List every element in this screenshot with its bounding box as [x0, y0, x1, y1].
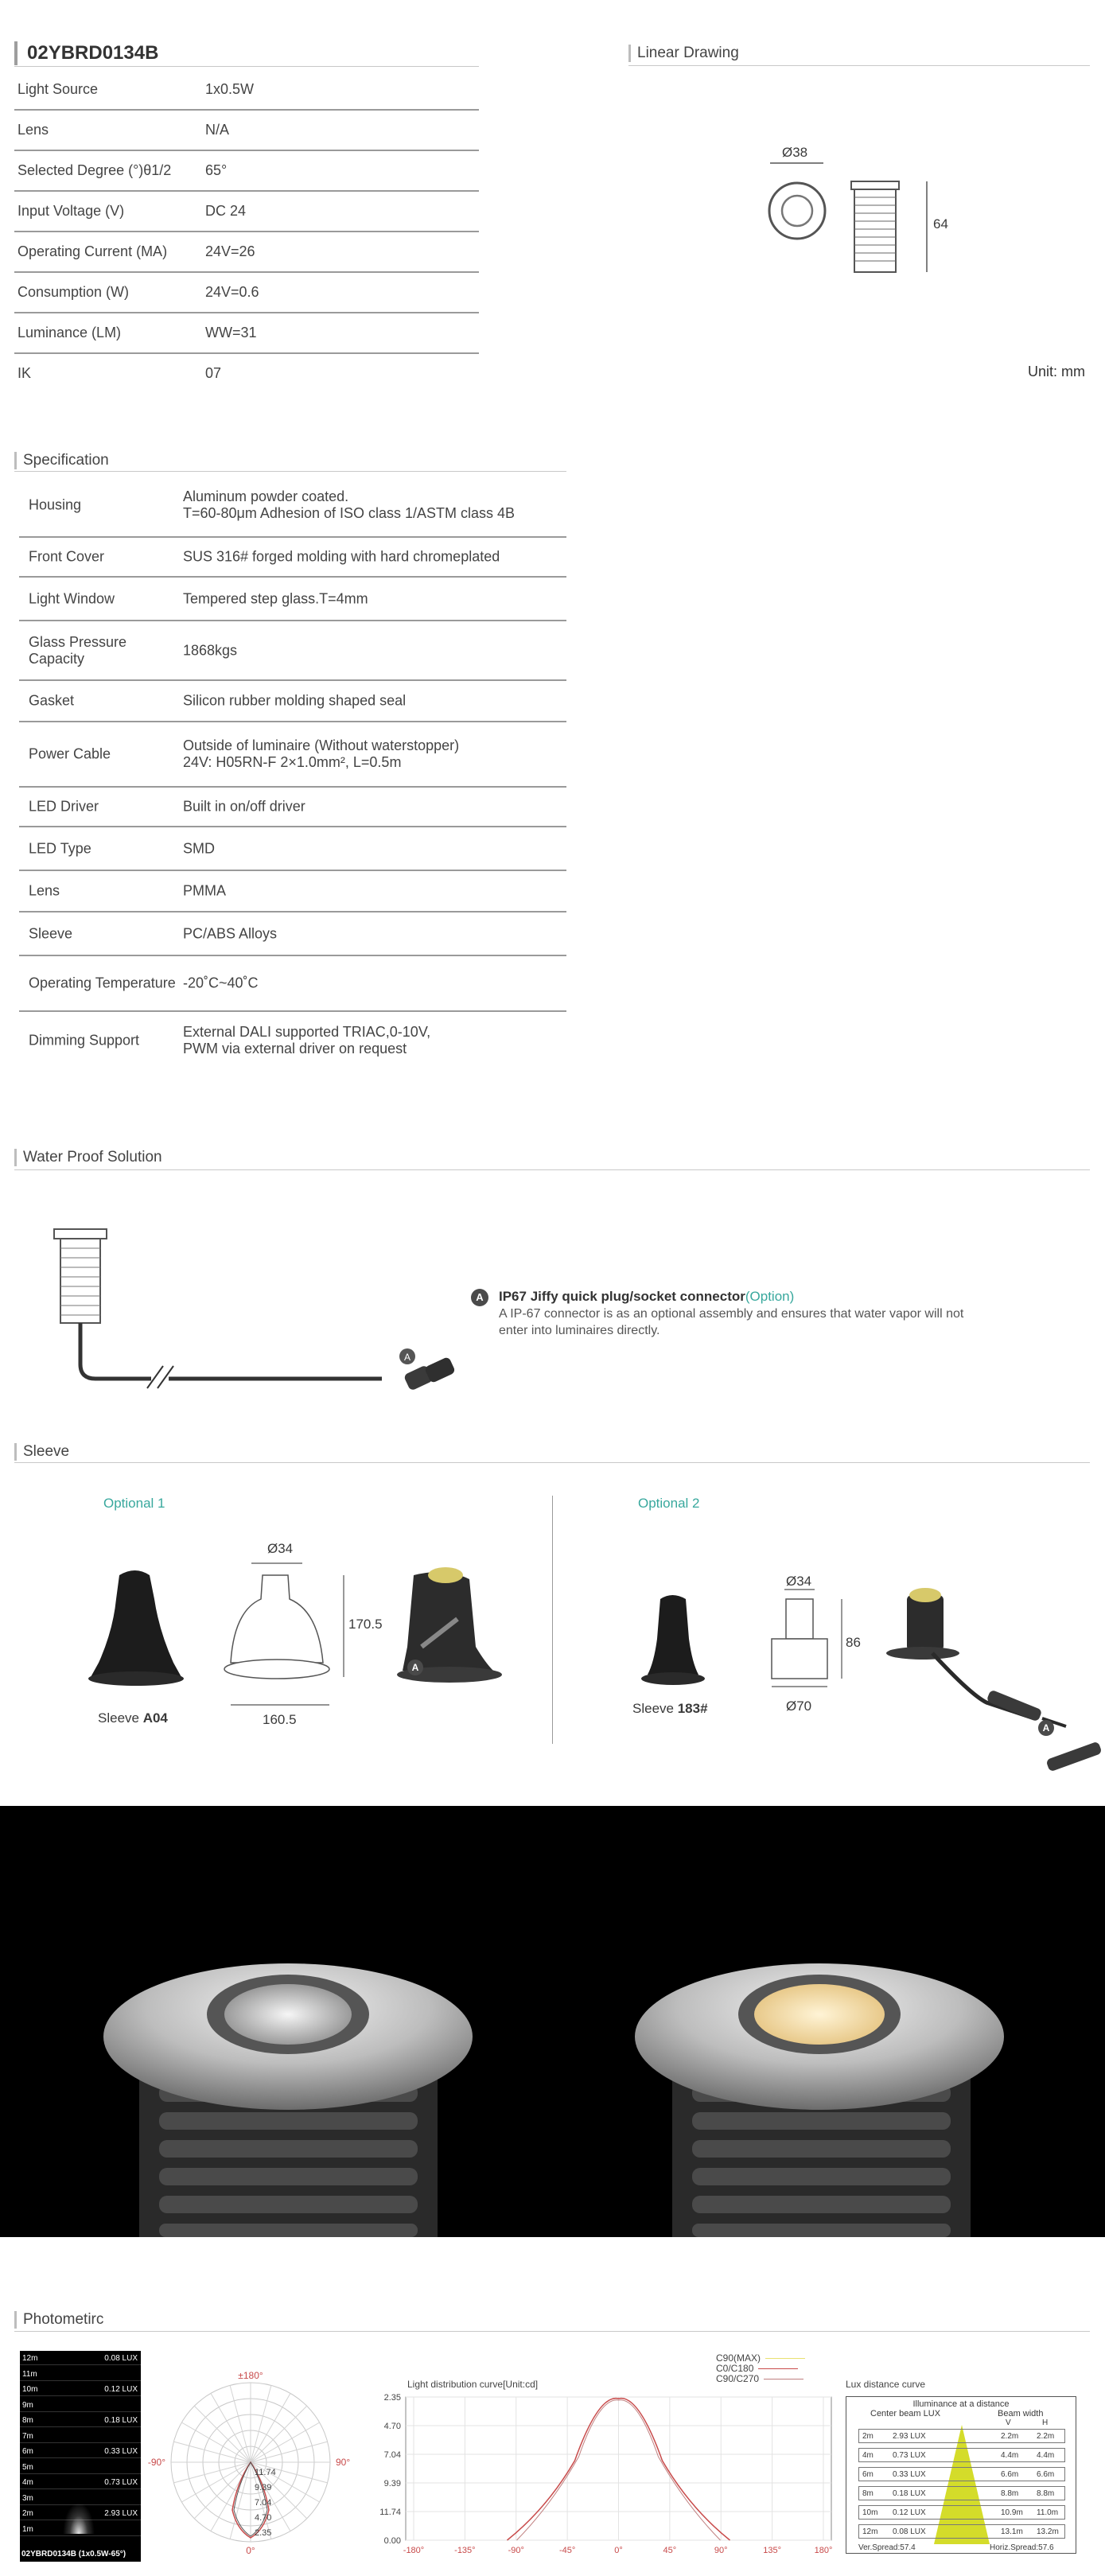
spec-key: Selected Degree (°)θ1/2	[18, 162, 172, 178]
specification-key: Gasket	[29, 692, 75, 709]
legend-swatch	[765, 2358, 805, 2359]
sleeve-183-drawing-base	[772, 1639, 827, 1679]
row-lux: 0.73 LUX	[893, 2451, 926, 2460]
specification-row	[19, 578, 566, 621]
polar-ring-label: 2.35	[255, 2528, 272, 2538]
polar-top-label: ±180°	[238, 2370, 263, 2381]
x-tick-label: 90°	[714, 2546, 728, 2555]
specification-key: LED Driver	[29, 798, 99, 815]
legend-item	[716, 2374, 805, 2384]
spec-value: DC 24	[205, 203, 247, 219]
spec-row	[14, 111, 479, 151]
polar-spoke	[194, 2406, 251, 2462]
side-view-flange	[851, 181, 899, 189]
photometric-title: Photometirc	[14, 2311, 103, 2329]
sleeve-183-width: Ø70	[786, 1699, 812, 1714]
waterproof-desc-line2: enter into luminaires directly.	[499, 1324, 660, 1337]
y-tick-label: 4.70	[383, 2422, 401, 2431]
lux-distance-label: 12m	[22, 2354, 38, 2363]
specification-value	[183, 840, 215, 857]
lux-grid-line	[20, 2473, 141, 2474]
side-view-body	[854, 189, 896, 272]
specification-value	[183, 883, 226, 900]
lux-distance-label: 10m	[22, 2385, 38, 2394]
specification-value-line1: Built in on/off driver	[183, 798, 305, 815]
lux-distance-label: 7m	[22, 2431, 33, 2441]
lux-grid-line	[20, 2442, 141, 2443]
y-tick-label: 0.00	[383, 2536, 401, 2546]
lux-col-v: V	[1006, 2418, 1011, 2427]
spec-value: 1x0.5W	[205, 81, 255, 97]
spec-value: 24V=0.6	[205, 284, 259, 300]
sleeve-a04-dia: Ø34	[267, 1541, 294, 1556]
x-tick-label: 180°	[814, 2546, 833, 2555]
polar-ring-label: 9.39	[255, 2483, 272, 2492]
spec-value: 24V=26	[205, 243, 255, 259]
row-v: 6.6m	[1001, 2470, 1019, 2479]
lux-distance-label: 9m	[22, 2400, 33, 2410]
x-tick-label: -45°	[558, 2546, 576, 2555]
row-v: 2.2m	[1001, 2432, 1019, 2441]
lux-grid-line	[20, 2380, 141, 2381]
product-photo	[0, 1806, 1105, 2237]
specification-value-line1: Silicon rubber molding shaped seal	[183, 692, 407, 709]
sleeve-a04-height: 170.5	[348, 1617, 383, 1632]
polar-left-label: -90°	[147, 2457, 165, 2468]
lux-value-label: 2.93 LUX	[104, 2509, 138, 2518]
lux-value-label: 0.12 LUX	[104, 2385, 138, 2394]
badge-a-letter: A	[403, 1352, 411, 1363]
connector-name: IP67 Jiffy quick plug/socket connector	[499, 1289, 745, 1304]
row-lux: 0.12 LUX	[893, 2508, 926, 2517]
hor-spread: Horiz.Spread:57.6	[990, 2543, 1054, 2552]
lux-grid-line	[20, 2395, 141, 2396]
fixture-flange	[54, 1229, 107, 1239]
specification-value-line1: -20˚C~40˚C	[183, 975, 259, 991]
specification-value	[183, 1024, 430, 1057]
lux-distance-label: 8m	[22, 2416, 33, 2425]
specification-row	[19, 681, 566, 722]
row-lux: 0.18 LUX	[893, 2489, 926, 2498]
fixture-lens	[909, 1588, 941, 1602]
x-tick-label: 45°	[663, 2546, 677, 2555]
specification-value	[183, 549, 500, 566]
row-distance: 8m	[862, 2489, 873, 2498]
row-lux: 2.93 LUX	[893, 2432, 926, 2441]
specification-key: Sleeve	[29, 925, 73, 941]
specification-value-line1: Aluminum powder coated.	[183, 488, 349, 504]
sleeve-a04-base	[88, 1671, 184, 1686]
specification-value-line2: T=60-80μm Adhesion of ISO class 1/ASTM class 4B	[183, 505, 516, 521]
x-tick-label: -180°	[403, 2546, 425, 2555]
specification-value-line1: Outside of luminaire (Without waterstopper)	[183, 737, 460, 753]
option-label: (Option)	[745, 1289, 795, 1304]
lux-beam	[63, 2502, 95, 2534]
top-view-inner	[782, 196, 812, 226]
spec-key: Operating Current (MA)	[18, 243, 168, 259]
waterproof-desc-line1: A IP-67 connector is as an optional assembly and ensures that water vapor will not	[499, 1307, 964, 1321]
specification-key: Power Cable	[29, 745, 111, 762]
product-model: 02YBRD0134B	[14, 41, 158, 65]
lux-distance-label: 1m	[22, 2524, 33, 2534]
specification-key: Lens	[29, 882, 60, 899]
legend-swatch	[758, 2368, 798, 2369]
ver-spread: Ver.Spread:57.4	[858, 2543, 916, 2552]
x-tick-label: 0°	[614, 2546, 623, 2555]
specification-row	[19, 912, 566, 956]
lux-distance-title: Lux distance curve	[846, 2379, 926, 2390]
sleeve-option-2-illustration	[636, 1559, 1105, 1774]
polar-chart	[143, 2363, 358, 2562]
curve-title: Light distribution curve[Unit:cd]	[407, 2379, 539, 2390]
polar-spoke	[251, 2393, 290, 2462]
specification-value	[183, 488, 515, 522]
linear-drawing	[756, 139, 963, 282]
row-h: 6.6m	[1037, 2470, 1055, 2479]
divider	[628, 65, 1090, 66]
row-distance: 10m	[862, 2508, 878, 2517]
optional-1-label: Optional 1	[103, 1496, 165, 1511]
polar-spoke	[230, 2385, 251, 2462]
lux-distance-row	[858, 2429, 1065, 2443]
legend-label: C0/C180	[716, 2363, 754, 2374]
lux-value-label: 0.33 LUX	[104, 2447, 138, 2456]
badge-a: A	[407, 1660, 423, 1675]
spec-row	[14, 192, 479, 232]
legend-label: C90/C270	[716, 2373, 760, 2384]
row-h: 13.2m	[1037, 2527, 1059, 2536]
polar-right-label: 90°	[336, 2457, 351, 2468]
spec-value: 65°	[205, 162, 228, 178]
divider	[14, 1169, 1090, 1170]
polar-spoke	[251, 2385, 271, 2462]
spec-row	[14, 313, 479, 354]
spec-key: Lens	[18, 122, 49, 138]
spec-value: 07	[205, 365, 222, 381]
spec-row	[14, 232, 479, 273]
sleeve-a04	[91, 1570, 181, 1677]
linear-drawing-title: Linear Drawing	[628, 45, 739, 62]
polar-ring-label: 11.74	[255, 2468, 276, 2477]
polar-spoke	[251, 2406, 307, 2462]
specification-value	[183, 925, 277, 942]
specification-key: Dimming Support	[29, 1032, 140, 1049]
lux-grid-line	[20, 2535, 141, 2536]
y-tick-label: 9.39	[383, 2479, 401, 2488]
waterproof-illustration	[48, 1221, 477, 1400]
sleeve-caption-prefix: Sleeve	[632, 1701, 678, 1716]
lux-distance-label: 2m	[22, 2509, 33, 2518]
x-tick-label: 135°	[763, 2546, 782, 2555]
row-h: 8.8m	[1037, 2489, 1055, 2498]
polar-spoke	[194, 2462, 251, 2519]
specification-key: Light Window	[29, 590, 115, 606]
lux-distance-row	[858, 2467, 1065, 2481]
divider	[14, 1462, 1090, 1463]
lux-col-h: H	[1042, 2418, 1049, 2427]
specification-value-line1: Tempered step glass.T=4mm	[183, 590, 368, 606]
polar-spoke	[251, 2442, 328, 2462]
top-view-outer	[769, 183, 825, 239]
badge-a: A	[1038, 1720, 1054, 1736]
product-photo-on	[635, 1963, 1004, 2237]
specification-title: Specification	[14, 452, 109, 469]
spec-value: N/A	[205, 122, 230, 138]
specification-key: LED Type	[29, 840, 91, 856]
x-tick-label: -135°	[454, 2546, 476, 2555]
light-distribution-chart	[374, 2391, 843, 2558]
specification-value-line1: External DALI supported TRIAC,0-10V,	[183, 1024, 431, 1040]
y-tick-label: 2.35	[383, 2393, 401, 2403]
polar-spoke	[173, 2462, 251, 2483]
row-distance: 12m	[862, 2527, 878, 2536]
lux-col-center: Center beam LUX	[870, 2409, 941, 2418]
specification-value	[183, 799, 305, 815]
specification-value	[183, 693, 406, 710]
polar-bottom-label: 0°	[246, 2545, 255, 2556]
lux-distance-table	[846, 2396, 1076, 2554]
polar-spoke	[173, 2442, 251, 2462]
sleeve-title: Sleeve	[14, 1443, 69, 1461]
spec-row	[14, 354, 479, 395]
connector	[1045, 1741, 1102, 1772]
lux-distance-label: 11m	[22, 2369, 37, 2379]
legend-label: C90(MAX)	[716, 2352, 761, 2364]
row-h: 4.4m	[1037, 2451, 1055, 2460]
row-distance: 4m	[862, 2451, 873, 2460]
fixture-lens	[428, 1567, 463, 1583]
specification-key: Front Cover	[29, 548, 105, 565]
spec-key: Light Source	[18, 81, 99, 97]
row-lux: 0.08 LUX	[893, 2527, 926, 2536]
curve-legend	[716, 2353, 805, 2384]
lux-distance-label: 5m	[22, 2462, 33, 2472]
fixture-body	[60, 1239, 100, 1323]
lux-grid-line	[20, 2426, 141, 2427]
sleeve-a04-installed	[403, 1572, 493, 1671]
sleeve-183-caption	[632, 1701, 708, 1717]
row-distance: 6m	[862, 2470, 873, 2479]
specification-value-line2: PWM via external driver on request	[183, 1041, 407, 1056]
specification-value	[183, 590, 368, 607]
sleeve-a04-drawing	[231, 1575, 323, 1663]
row-h: 2.2m	[1037, 2432, 1055, 2441]
waterproof-heading	[499, 1289, 794, 1305]
diameter-label: Ø38	[782, 145, 808, 160]
specification-row	[19, 474, 566, 538]
lux-col-beam: Beam width	[998, 2409, 1044, 2418]
lux-distance-label: 4m	[22, 2478, 33, 2487]
specification-value-line1: SUS 316# forged molding with hard chromeplated	[183, 548, 500, 565]
lux-distance-label: 3m	[22, 2493, 33, 2503]
specification-value-line1: 1868kgs	[183, 642, 238, 658]
specification-value	[183, 642, 237, 659]
unit-label: Unit: mm	[1028, 364, 1085, 379]
specification-row	[19, 956, 566, 1012]
sleeve-code: A04	[142, 1710, 168, 1726]
sleeve-a04-caption	[98, 1710, 168, 1726]
lux-chart-caption: 02YBRD0134B (1x0.5W-65°)	[21, 2550, 126, 2558]
height-label: 64	[933, 216, 948, 232]
sleeve-base	[886, 1647, 959, 1660]
x-tick-label: -90°	[508, 2546, 524, 2555]
row-h: 11.0m	[1037, 2508, 1059, 2517]
sleeve-183-base	[641, 1672, 705, 1685]
spec-key: Consumption (W)	[18, 284, 130, 300]
specification-row	[19, 827, 566, 871]
row-lux: 0.33 LUX	[893, 2470, 926, 2479]
power-cable	[80, 1323, 151, 1379]
sleeve-a04-width: 160.5	[263, 1712, 297, 1727]
spec-key: Input Voltage (V)	[18, 203, 125, 219]
lux-value-label: 0.08 LUX	[104, 2354, 138, 2363]
lux-value-label: 0.73 LUX	[104, 2478, 138, 2487]
lux-distance-label: 6m	[22, 2447, 33, 2456]
row-v: 10.9m	[1001, 2508, 1023, 2517]
specification-row	[19, 1012, 566, 1069]
spec-row	[14, 151, 479, 192]
lux-chart	[20, 2351, 141, 2562]
lux-distance-row	[858, 2505, 1065, 2520]
polar-spoke	[181, 2422, 251, 2462]
lux-distance-row	[858, 2486, 1065, 2500]
polar-spoke	[251, 2422, 320, 2462]
sleeve-183	[648, 1595, 698, 1675]
lux-value-label: 0.18 LUX	[104, 2416, 138, 2425]
specification-row	[19, 538, 566, 578]
sleeve-183-dia: Ø34	[786, 1574, 812, 1589]
specification-row	[19, 788, 566, 827]
sleeve-183-installed	[907, 1595, 944, 1651]
lux-grid-line	[20, 2488, 141, 2489]
row-v: 13.1m	[1001, 2527, 1023, 2536]
polar-ring-labels	[255, 2468, 276, 2538]
spec-row	[14, 70, 479, 111]
row-distance: 2m	[862, 2432, 873, 2441]
specification-row	[19, 621, 566, 681]
divider	[14, 2331, 1090, 2332]
lux-table-header: Illuminance at a distance	[912, 2399, 1010, 2409]
sleeve-caption-prefix: Sleeve	[98, 1710, 143, 1726]
divider	[14, 471, 566, 472]
sleeve-a04-drawing-base	[224, 1660, 329, 1679]
divider	[14, 66, 479, 67]
waterproof-title: Water Proof Solution	[14, 1149, 162, 1166]
specification-value	[183, 737, 459, 771]
spec-key: IK	[18, 365, 32, 381]
optional-2-label: Optional 2	[638, 1496, 700, 1511]
y-tick-label: 11.74	[379, 2508, 401, 2517]
polar-ring-label: 4.70	[255, 2513, 272, 2523]
lux-distance-row	[858, 2448, 1065, 2462]
spec-row	[14, 273, 479, 313]
specification-row	[19, 722, 566, 788]
badge-a: A	[471, 1289, 488, 1306]
spec-key: Luminance (LM)	[18, 325, 122, 340]
specification-value-line1: PC/ABS Alloys	[183, 925, 278, 941]
specification-key: Operating Temperature	[29, 975, 176, 991]
sleeve-code: 183#	[677, 1701, 708, 1716]
lux-grid-line	[20, 2411, 141, 2412]
lux-grid-line	[20, 2364, 141, 2365]
specification-value-line1: SMD	[183, 840, 215, 856]
sleeve-183-drawing	[786, 1599, 813, 1639]
row-v: 4.4m	[1001, 2451, 1019, 2460]
spec-value: WW=31	[205, 325, 257, 340]
product-photo-off	[103, 1963, 473, 2237]
y-tick-label: 7.04	[383, 2450, 401, 2460]
specification-value-line2: 24V: H05RN-F 2×1.0mm², L=0.5m	[183, 754, 402, 770]
lux-distance-row	[858, 2524, 1065, 2539]
row-v: 8.8m	[1001, 2489, 1019, 2498]
polar-spoke	[211, 2393, 251, 2462]
specification-value-line1: PMMA	[183, 882, 226, 899]
lux-grid-line	[20, 2457, 141, 2458]
specification-key: Glass Pressure Capacity	[29, 633, 127, 667]
specification-value	[183, 975, 259, 992]
polar-ring-label: 7.04	[255, 2498, 272, 2508]
specification-row	[19, 871, 566, 912]
sleeve-183-height: 86	[846, 1635, 861, 1650]
specification-key: Housing	[29, 496, 82, 513]
